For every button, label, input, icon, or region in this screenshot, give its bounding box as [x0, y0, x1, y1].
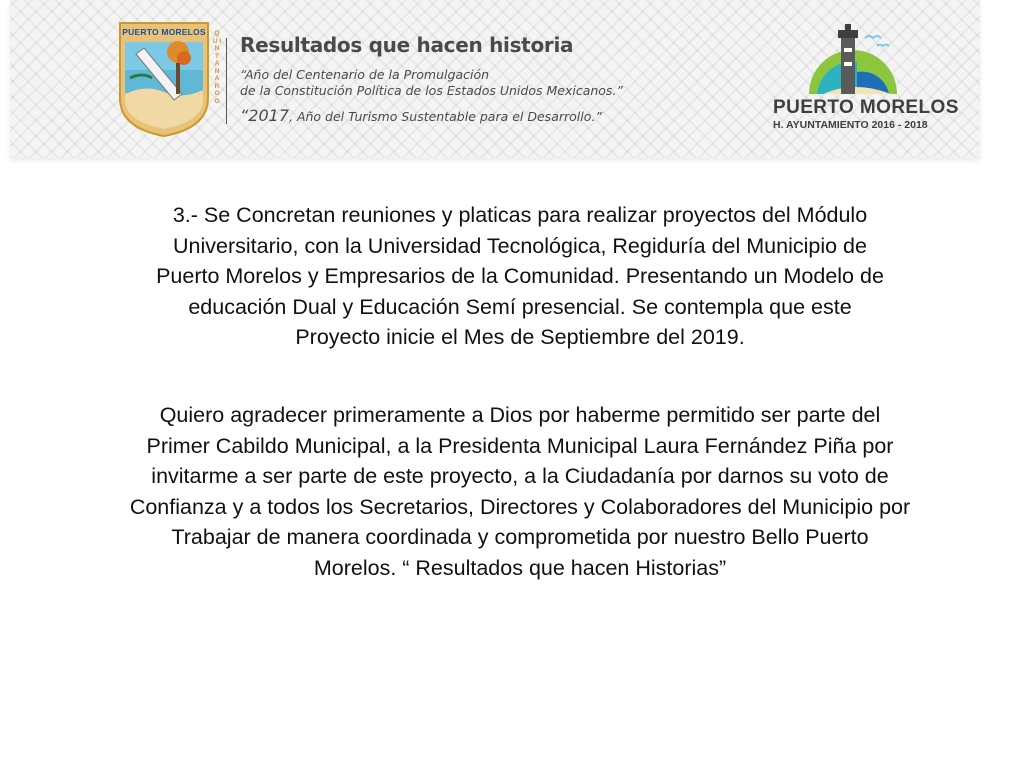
logo-subtitle: H. AYUNTAMIENTO 2016 - 2018	[773, 119, 928, 131]
header-quote-line1: “Año del Centenario de la Promulgación	[240, 67, 490, 82]
header-title: Resultados que hacen historia	[240, 33, 574, 57]
header-divider	[226, 38, 227, 124]
header-banner	[10, 0, 980, 158]
header-quote-year: “2017	[240, 106, 290, 125]
header-quote-line3-rest: , Año del Turismo Sustentable para el Desarrollo.”	[289, 109, 602, 124]
logo-name: PUERTO MORELOS	[773, 97, 959, 118]
lighthouse-logo-icon	[765, 22, 945, 100]
municipal-crest-icon	[116, 20, 216, 138]
paragraph-agradecimiento: Quiero agradecer primeramente a Dios por haberme permitido ser parte del Primer Cabildo Municipal, a la Presidenta Municipal Laura Fernández Piña por invitarme a ser parte de este proyecto, a la Ciudadanía por darnos su voto de Confianza y a todos los Secretarios, Directores y Colaboradores del Municipio por Trabajar de manera coordinada y comprometida por nuestro Bello Puerto Morelos. “ Resultados que hacen Historias”	[129, 403, 911, 580]
crest-side-text: Q U I N T A N A R O O	[212, 30, 222, 105]
header-quote-line2: de la Constitución Política de los Estados Unidos Mexicanos.”	[240, 83, 623, 98]
header-quote-line3	[240, 106, 602, 125]
crest-logo	[116, 20, 228, 140]
ayuntamiento-logo	[765, 22, 959, 132]
crest-name: PUERTO MORELOS	[122, 27, 206, 37]
paragraph-module-universitario: 3.- Se Concretan reuniones y platicas para realizar proyectos del Módulo Universitario, con la Universidad Tecnológica, Regiduría del Municipio de Puerto Morelos y Empresarios de la Comunidad. Presentando un Modelo de educación Dual y Educación Semí presencial. Se contempla que este Proyecto inicie el Mes de Septiembre del 2019.	[156, 203, 884, 350]
